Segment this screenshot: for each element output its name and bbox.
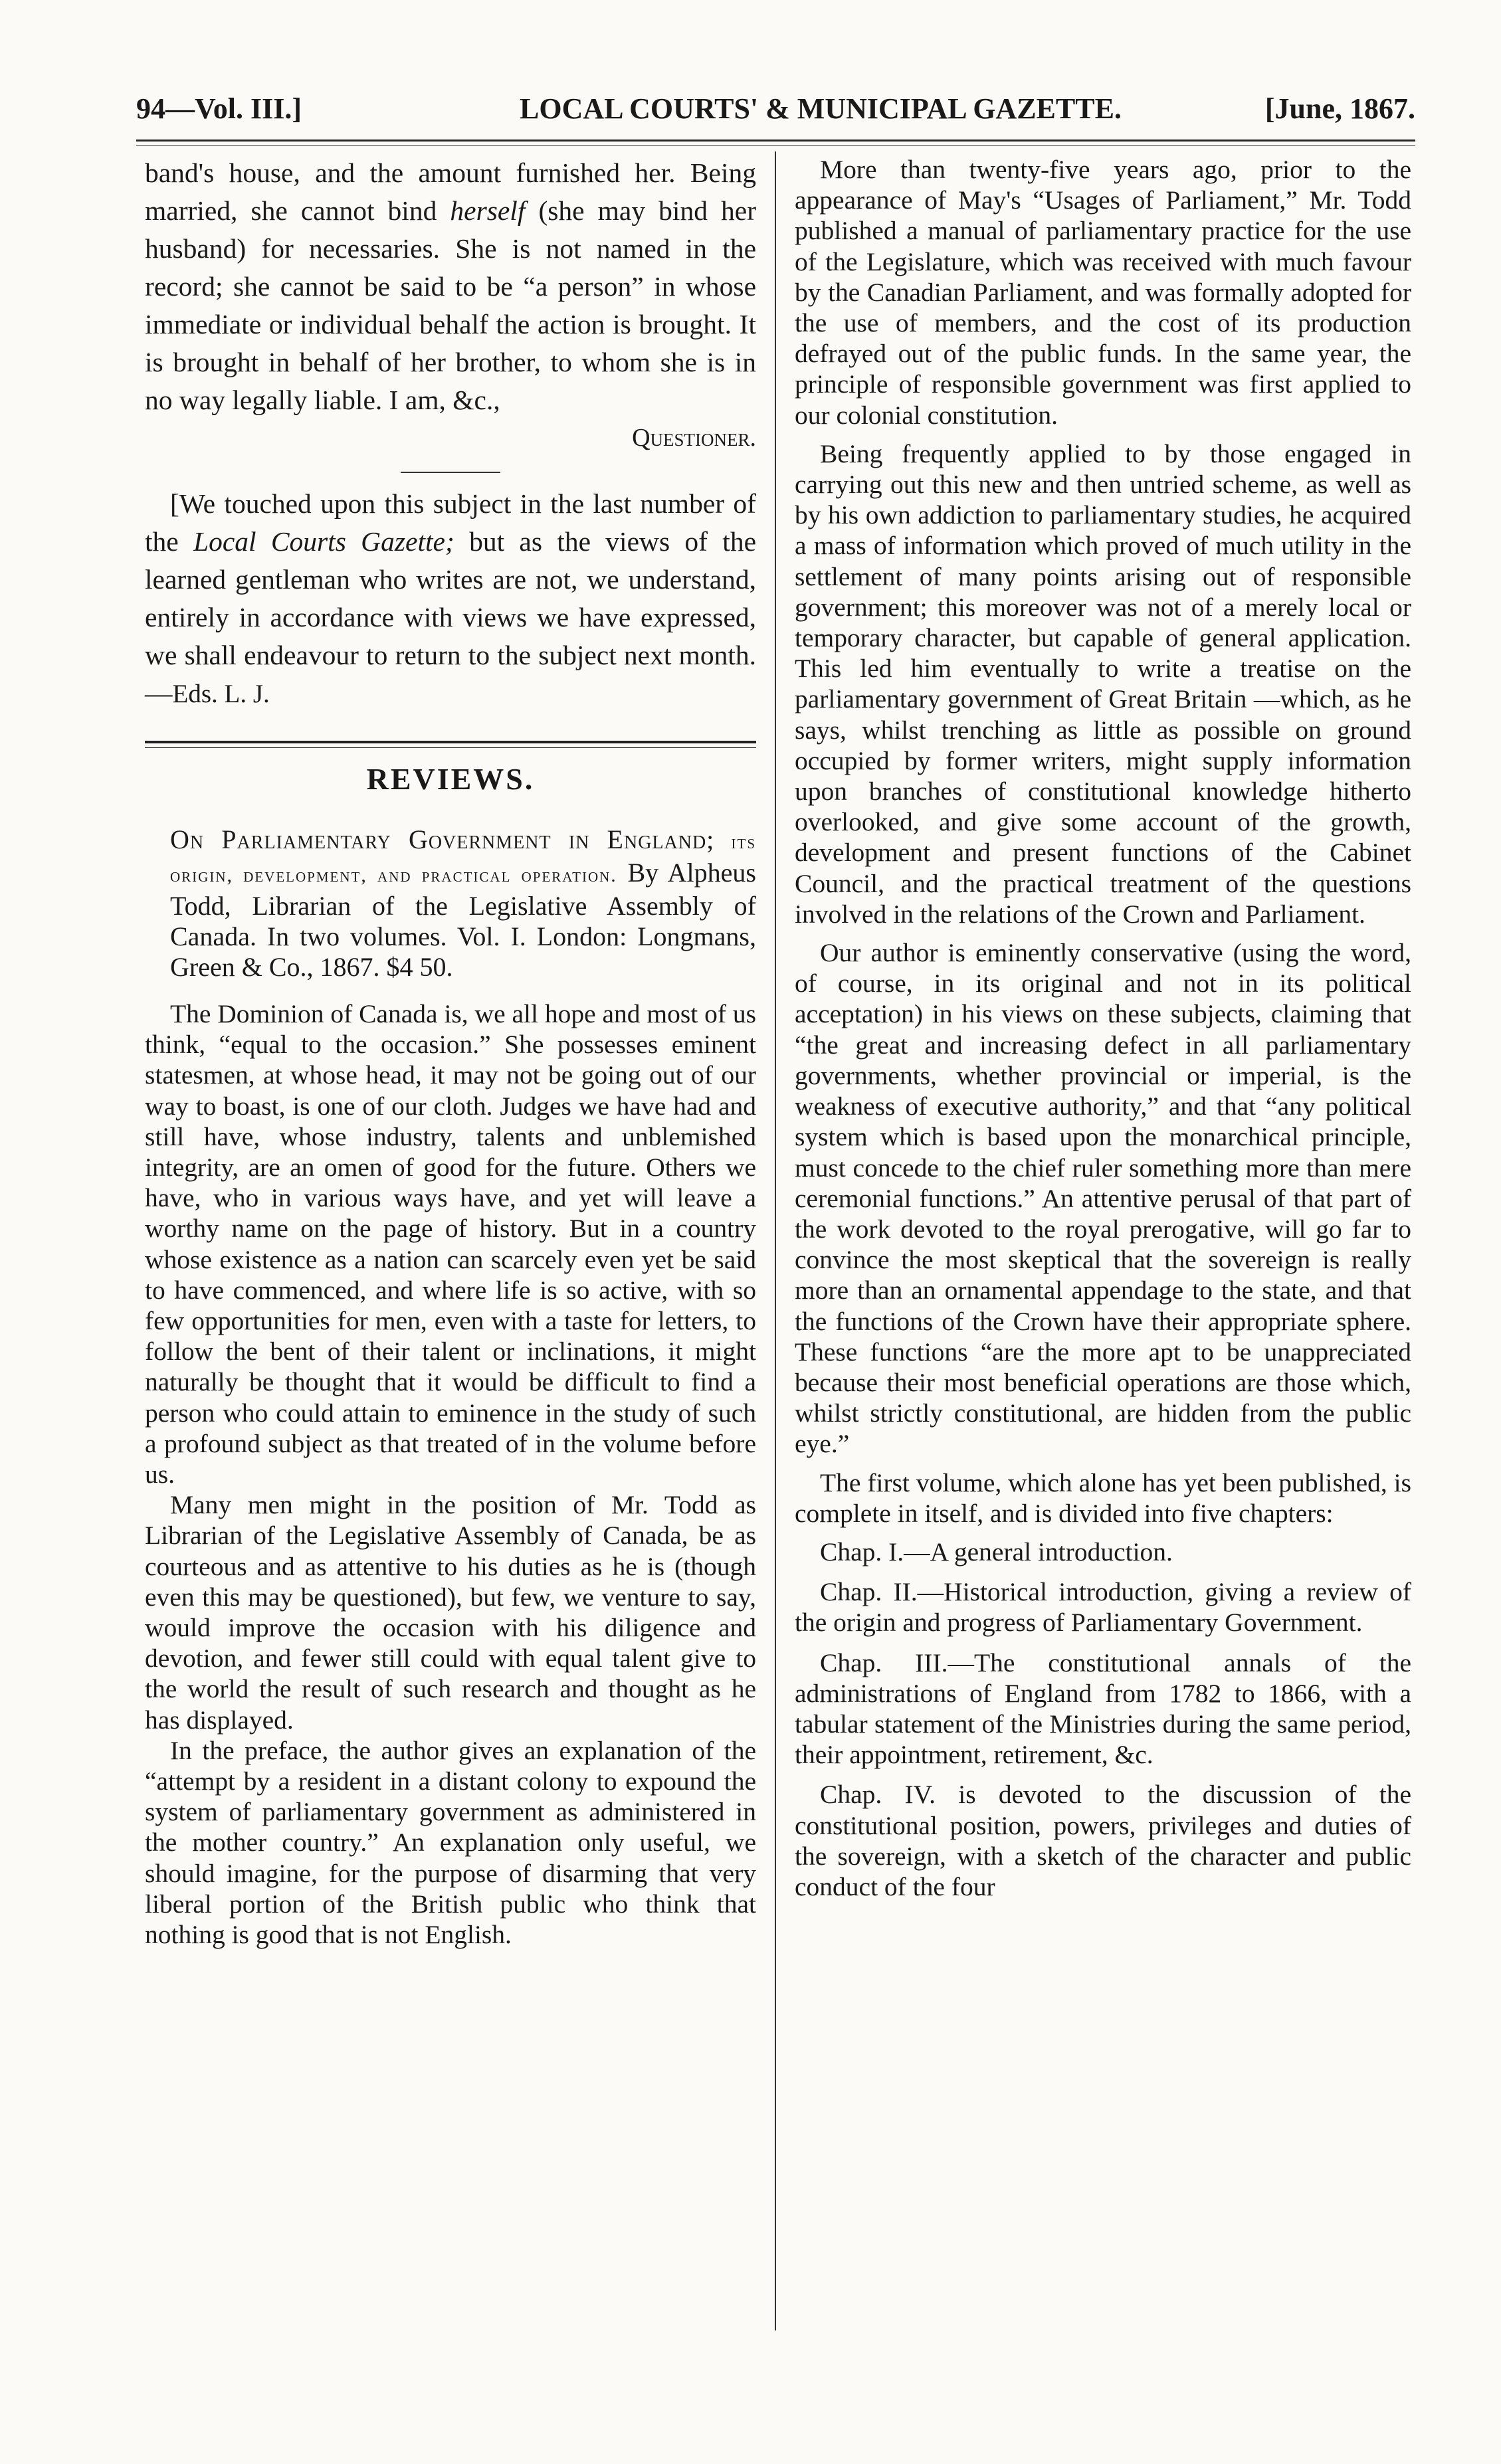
page-header — [136, 92, 1415, 132]
section-divider — [145, 741, 756, 748]
review-paragraph: The Dominion of Canada is, we all hope and most of us think, “equal to the occasion.” She possesses eminent statesmen, at whose head, it may not be going out of our way to boast, is one of our cloth. Judges we have had and still have, whose industry, talents and unblemished integrity, are an omen of good for the future. Others we have, who in various ways have, and yet will leave a worthy name on the page of history. But in a country whose existence as a nation can scarcely even yet be said to have commenced, and where life is so active, with so few opportunities for men, even with a taste for letters, to follow the bent of their talent or inclinations, it might naturally be thought that it would be difficult to find a person who could attain to eminence in the study of such a profound subject as that treated of in the volume before us. — [145, 999, 756, 1489]
book-subtitle: its origin, development, and practical operation. — [170, 831, 756, 886]
chapter-item: Chap. I.—A general introduction. — [820, 1537, 1173, 1566]
reviews-heading: REVIEWS. — [366, 762, 535, 796]
letter-paragraph: band's house, and the amount furnished her. Being married, she cannot bind herself (she may bind her husband) for necessaries. She is not named in the record; she cannot be said to be “a person” in whose immediate or individual behalf the action is brought. It is brought in behalf of her brother, to whom she is in no way legally liable. I am, &c., — [145, 157, 757, 415]
editor-signature: Eds. L. J. — [172, 680, 270, 708]
chapter-item: Chap. II.—Historical introduction, giving a review of the origin and progress of Parliamentary Government. — [795, 1577, 1411, 1638]
reviewed-book-entry — [145, 824, 756, 983]
letter-signature: Questioner. — [632, 424, 756, 452]
emphasis-herself: herself — [450, 195, 526, 226]
book-title: On Parliamentary Government in England; — [170, 824, 715, 854]
issue-date: [June, 1867. — [1264, 92, 1415, 125]
review-paragraph: The first volume, which alone has yet been published, is complete in itself, and is divided into five chapters: — [795, 1468, 1411, 1528]
left-column — [145, 154, 756, 1950]
chapter-item: Chap. IV. is devoted to the discussion of the constitutional position, powers, privileges and duties of the sovereign, with a sketch of the character and public conduct of the four — [795, 1780, 1411, 1901]
emphasis-local-courts-gazette: Local Courts Gazette; — [193, 526, 454, 557]
chapter-item: Chap. III.—The constitutional annals of the administrations of England from 1782 to 1866, with a tabular statement of the Ministries during the same period, their appointment, retirement, &c. — [795, 1648, 1411, 1770]
column-divider — [775, 151, 776, 2330]
header-rule — [136, 140, 1415, 145]
review-paragraph: More than twenty-five years ago, prior to the appearance of May's “Usages of Parliament,” Mr. Todd published a manual of parliamentary practice for the use of the Legislature, which was received with much favour by the Canadian Parliament, and was formally adopted for the use of members, and the cost of its production defrayed out of the public funds. In the same year, the principle of responsible government was first applied to our colonial constitution. — [795, 155, 1411, 430]
review-paragraph: Being frequently applied to by those engaged in carrying out this new and then untried scheme, as well as by his own addiction to parliamentary studies, he acquired a mass of information which proved of much utility in the settlement of many points arising out of responsible government; this moreover was not of a merely local or temporary character, but capable of general application. This led him eventually to write a treatise on the parliamentary government of Great Britain —which, as he says, whilst trenching as little as possible on ground occupied by former writers, might supply information upon branches of constitutional knowledge hitherto overlooked, and give some account of the growth, development and present functions of the Cabinet Council, and the practical treatment of the questions involved in the relations of the Crown and Parliament. — [795, 438, 1411, 929]
editor-note-text: [We touched upon this subject in the last number of the Local Courts Gazette; but as the views of the learned gentleman who writes are not, we understand, entirely in accordance with views we have expressed, we shall endeavour to return to the subject next month.—Eds. L. J. — [145, 488, 756, 708]
right-column — [795, 154, 1411, 1911]
review-paragraph: Many men might in the position of Mr. Todd as Librarian of the Legislative Assembly of Canada, be as courteous and as attentive to his duties as he is (though even this may be questioned), but few, we venture to say, would improve the occasion with his diligence and devotion, and fewer still could with equal talent give to the world the result of such research and thought as he has displayed. — [145, 1490, 756, 1735]
page-volume-number: 94—Vol. III.] — [136, 92, 302, 125]
correspondence-letter — [145, 154, 756, 457]
publication-title: LOCAL COURTS' & MUNICIPAL GAZETTE. — [520, 92, 1122, 125]
editor-note — [145, 485, 756, 713]
review-body-left — [145, 998, 756, 1950]
book-details: By Alpheus Todd, Librarian of the Legislative Assembly of Canada. In two volumes. Vol. I. London: Longmans, Green & Co., 1867. $4 50. — [170, 858, 756, 982]
review-paragraph: Our author is eminently conservative (using the word, of course, in its original and not in its political acceptation) in his views on these subjects, claiming that “the great and increasing defect in all parliamentary governments, whether provincial or imperial, is the weakness of executive authority,” and that “any political system which is based upon the monarchical principle, must concede to the chief ruler something more than mere ceremonial functions.” An attentive perusal of that part of the work devoted to the royal prerogative, will go far to convince the most skeptical that the sovereign is really more than an ornamental appendage to the state, and that the functions of the Crown have their appropriate sphere. These functions “are the more apt to be unappreciated because their most beneficial operations are those which, whilst strictly constitutional, are hidden from the public eye.” — [795, 938, 1411, 1459]
review-paragraph: In the preface, the author gives an explanation of the “attempt by a resident in a distant colony to expound the system of parliamentary government as administered in the mother country.” An explanation only useful, we should imagine, for the purpose of disarming that very liberal portion of the British public who think that nothing is good that is not English. — [145, 1735, 756, 1950]
short-divider — [401, 472, 500, 473]
